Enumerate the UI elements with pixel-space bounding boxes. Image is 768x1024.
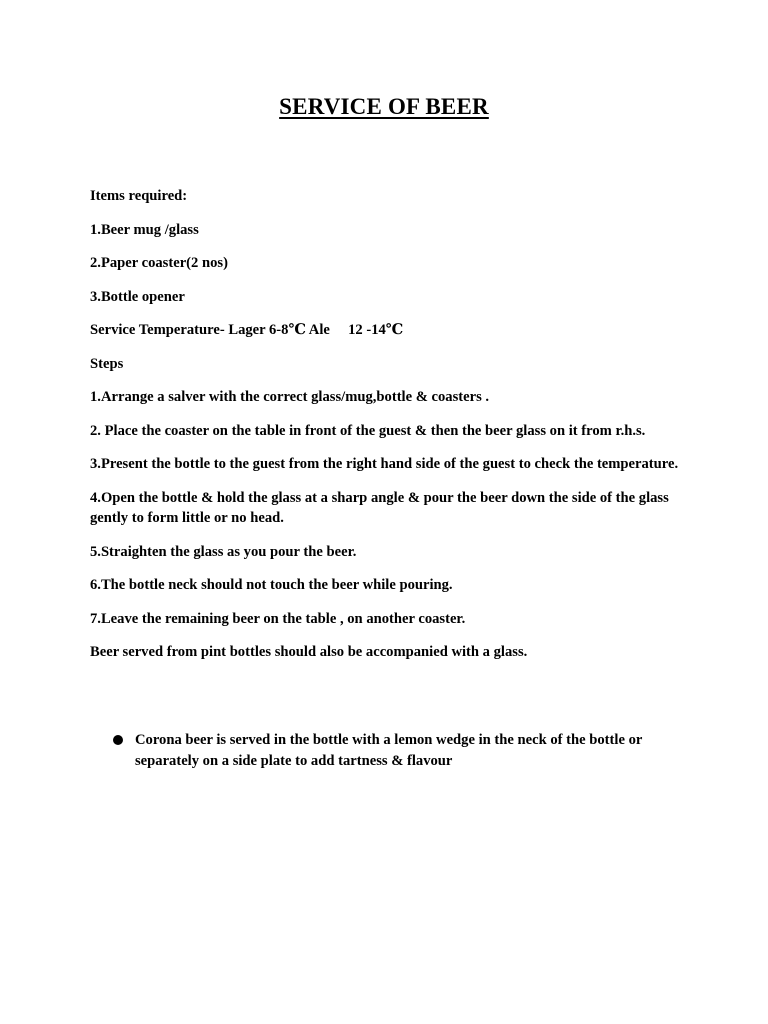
step-line: 5.Straighten the glass as you pour the beer. [90, 543, 357, 560]
page-title: SERVICE OF BEER [279, 94, 489, 119]
step-line: 4.Open the bottle & hold the glass at a sharp angle & pour the beer down the side of the glass gently to form little or no head. [90, 489, 669, 526]
step-line: 6.The bottle neck should not touch the beer while pouring. [90, 577, 453, 593]
closing-note: Beer served from pint bottles should also be accompanied with a glass. [90, 644, 528, 660]
document-body [90, 186, 680, 663]
bullet-item [90, 730, 680, 771]
item-line: 1.Beer mug /glass [90, 221, 199, 238]
item-line: 2.Paper coaster(2 nos) [90, 255, 228, 271]
items-required-heading: Items required: [90, 188, 188, 204]
bullet-list [90, 730, 680, 771]
step-line: 3.Present the bottle to the guest from the right hand side of the guest to check the temperature. [90, 456, 679, 472]
step-line: 2. Place the coaster on the table in front of the guest & then the beer glass on it from r.h.s. [90, 422, 646, 439]
step-line: 7.Leave the remaining beer on the table , on another coaster. [90, 610, 466, 627]
bullet-dot-icon [113, 735, 123, 745]
service-temperature-line: Service Temperature- Lager 6-8℃ Ale 12 -14℃ [90, 322, 404, 338]
steps-heading: Steps [90, 355, 124, 372]
step-line: 1.Arrange a salver with the correct glass/mug,bottle & coasters . [90, 389, 490, 405]
item-line: 3.Bottle opener [90, 288, 185, 305]
bullet-text: Corona beer is served in the bottle with a lemon wedge in the neck of the bottle or separately on a side plate to add tartness & flavour [135, 732, 643, 769]
